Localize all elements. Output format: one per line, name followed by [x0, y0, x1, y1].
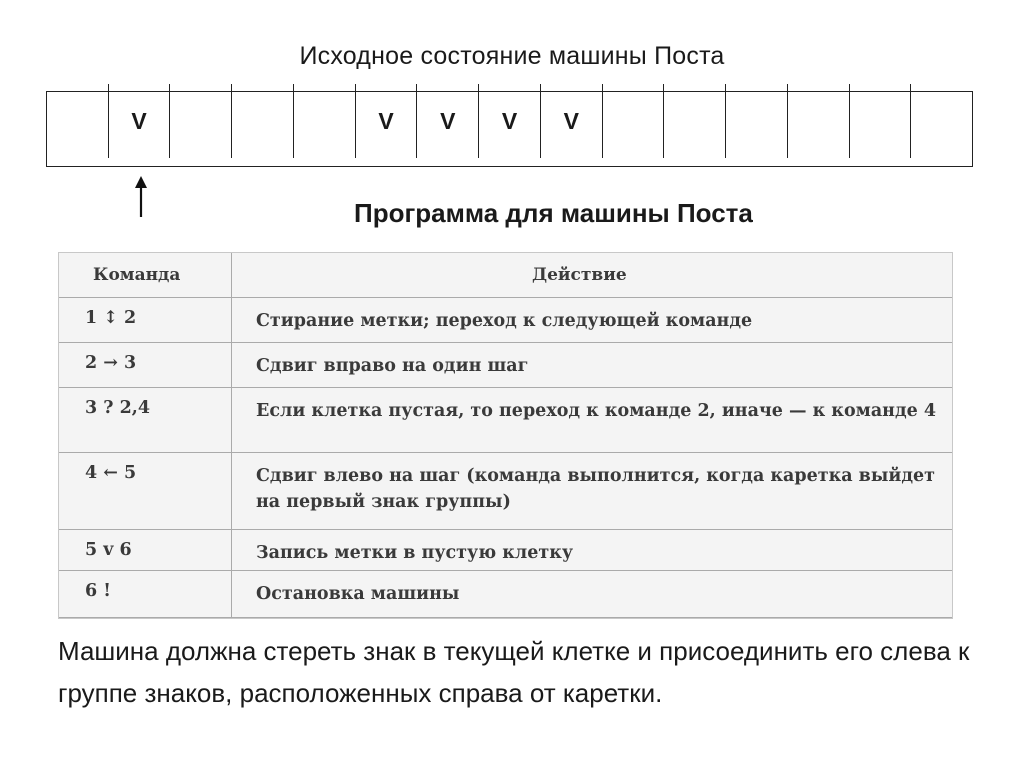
table-row: [59, 570, 952, 617]
table-row: [59, 388, 952, 452]
column-header-action: Действие: [232, 253, 953, 298]
action-cell: Сдвиг вправо на один шаг: [232, 343, 953, 388]
action-cell: Остановка машины: [232, 570, 953, 617]
table-row: [59, 343, 952, 388]
command-cell: 2 → 3: [59, 343, 232, 388]
tape-cell: V: [356, 84, 418, 158]
table-row: [59, 452, 952, 529]
caret-arrow-icon: [128, 176, 154, 218]
action-cell: Если клетка пустая, то переход к команде 2, иначе — к команде 4: [232, 388, 953, 452]
machine-tape: [46, 91, 973, 167]
command-cell: 1 ↕ 2: [59, 298, 232, 343]
tape-cell: V: [109, 84, 171, 158]
tape-cell: [788, 84, 850, 158]
tape-cell: [850, 84, 912, 158]
tape-cell: [232, 84, 294, 158]
tape-cell: [726, 84, 788, 158]
tape-cell: V: [417, 84, 479, 158]
task-description: Машина должна стереть знак в текущей клетке и присоединить его слева к группе знаков, расположенных справа от каретки.: [58, 636, 970, 708]
tape-cell: [603, 84, 665, 158]
command-cell: 6 !: [59, 570, 232, 617]
tape-cell: V: [541, 84, 603, 158]
command-cell: 5 v 6: [59, 529, 232, 570]
program-title: Программа для машины Поста: [354, 198, 753, 228]
page-title: Исходное состояние машины Поста: [299, 42, 725, 70]
program-table: [58, 252, 953, 619]
table-row: [59, 529, 952, 570]
command-cell: 3 ? 2,4: [59, 388, 232, 452]
tape-cell: [170, 84, 232, 158]
command-cell: 4 ← 5: [59, 452, 232, 529]
tape-cell: [911, 84, 972, 158]
tape-cell: V: [479, 84, 541, 158]
action-cell: Запись метки в пустую клетку: [232, 529, 953, 570]
tape-cell: [294, 84, 356, 158]
action-cell: Стирание метки; переход к следующей команде: [232, 298, 953, 343]
tape-cell: [47, 84, 109, 158]
action-cell: Сдвиг влево на шаг (команда выполнится, когда каретка выйдет на первый знак группы): [232, 452, 953, 529]
tape-cell: [664, 84, 726, 158]
column-header-command: Команда: [59, 253, 232, 298]
table-row: [59, 298, 952, 343]
